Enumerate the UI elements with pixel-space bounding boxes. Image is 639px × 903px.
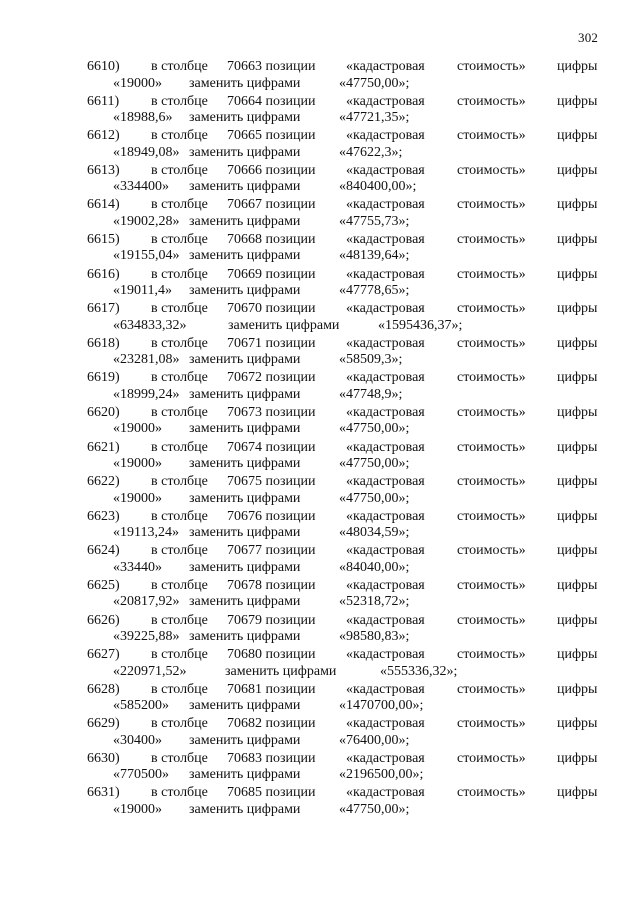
position-text: [227, 682, 316, 698]
cost-label: стоимость»: [457, 162, 526, 178]
position-text: [227, 59, 316, 75]
cadastral-label: «кадастровая: [346, 266, 425, 282]
column-code: 70670: [227, 301, 262, 317]
column-code: 70678: [227, 577, 262, 593]
amendment-list: [0, 59, 639, 820]
entry-number: 6627): [87, 647, 120, 663]
old-value: «770500»: [113, 767, 169, 783]
amendment-entry: [0, 336, 639, 371]
digits-label: цифры: [557, 612, 598, 628]
new-value: «52318,72»;: [339, 594, 410, 610]
replace-label: заменить цифрами: [189, 629, 301, 644]
replace-label: заменить цифрами: [189, 421, 301, 437]
position-text: [227, 578, 316, 594]
in-column-label: в столбце: [151, 266, 208, 282]
amendment-entry: [0, 578, 639, 613]
cadastral-label: «кадастровая: [346, 301, 425, 317]
entry-number: 6614): [87, 197, 120, 213]
position-label: позиции: [265, 577, 316, 593]
cost-label: стоимость»: [457, 612, 526, 628]
old-value: «19011,4»: [113, 283, 172, 299]
cadastral-label: «кадастровая: [346, 508, 425, 524]
position-label: позиции: [265, 59, 316, 74]
column-code: 70668: [227, 231, 262, 247]
cost-label: стоимость»: [457, 439, 526, 455]
entry-number: 6619): [87, 370, 120, 386]
old-value: «19000»: [113, 801, 162, 817]
position-text: [227, 440, 316, 456]
in-column-label: в столбце: [151, 577, 208, 593]
new-value: «98580,83»;: [339, 629, 410, 644]
entry-number: 6610): [87, 59, 120, 74]
column-code: 70664: [227, 93, 262, 109]
position-label: позиции: [265, 716, 316, 732]
digits-label: цифры: [557, 128, 598, 144]
cadastral-label: «кадастровая: [346, 59, 425, 74]
cadastral-label: «кадастровая: [346, 128, 425, 144]
column-code: 70681: [227, 681, 262, 697]
column-code: 70675: [227, 474, 262, 490]
replace-label: заменить цифрами: [189, 732, 301, 748]
old-value: «39225,88»: [113, 629, 180, 644]
position-label: позиции: [265, 93, 316, 109]
new-value: «47750,00»;: [339, 421, 410, 437]
replace-label: заменить цифрами: [189, 386, 301, 402]
cadastral-label: «кадастровая: [346, 647, 425, 663]
in-column-label: в столбце: [151, 785, 208, 801]
cadastral-label: «кадастровая: [346, 93, 425, 109]
new-value: «1470700,00»;: [339, 698, 424, 714]
old-value: «18999,24»: [113, 386, 180, 402]
column-code: 70677: [227, 543, 262, 559]
position-label: позиции: [265, 370, 316, 386]
new-value: «76400,00»;: [339, 732, 410, 748]
amendment-entry: [0, 301, 639, 336]
entry-number: 6618): [87, 335, 120, 351]
in-column-label: в столбце: [151, 231, 208, 247]
digits-label: цифры: [557, 335, 598, 351]
new-value: «47755,73»;: [339, 213, 410, 229]
replace-label: заменить цифрами: [189, 283, 301, 299]
digits-label: цифры: [557, 301, 598, 317]
cost-label: стоимость»: [457, 543, 526, 559]
position-label: позиции: [265, 612, 316, 628]
new-value: «840400,00»;: [339, 179, 417, 195]
new-value: «47750,00»;: [339, 456, 410, 472]
amendment-entry: [0, 267, 639, 302]
old-value: «334400»: [113, 179, 169, 195]
entry-number: 6617): [87, 301, 120, 317]
old-value: «23281,08»: [113, 352, 180, 368]
entry-number: 6626): [87, 612, 120, 628]
position-text: [227, 405, 316, 421]
position-text: [227, 647, 316, 663]
old-value: «585200»: [113, 698, 169, 714]
old-value: «19000»: [113, 421, 162, 437]
amendment-entry: [0, 647, 639, 682]
digits-label: цифры: [557, 508, 598, 524]
cadastral-label: «кадастровая: [346, 577, 425, 593]
position-text: [227, 128, 316, 144]
digits-label: цифры: [557, 266, 598, 282]
amendment-entry: [0, 509, 639, 544]
position-label: позиции: [265, 681, 316, 697]
replace-label: заменить цифрами: [189, 144, 301, 160]
position-label: позиции: [265, 647, 316, 663]
cost-label: стоимость»: [457, 647, 526, 663]
column-code: 70680: [227, 647, 262, 663]
position-label: позиции: [265, 404, 316, 420]
position-label: позиции: [265, 543, 316, 559]
entry-number: 6621): [87, 439, 120, 455]
entry-number: 6630): [87, 750, 120, 766]
old-value: «33440»: [113, 559, 162, 575]
new-value: «47750,00»;: [339, 490, 410, 506]
in-column-label: в столбце: [151, 370, 208, 386]
amendment-entry: [0, 232, 639, 267]
digits-label: цифры: [557, 750, 598, 766]
cost-label: стоимость»: [457, 370, 526, 386]
cost-label: стоимость»: [457, 474, 526, 490]
entry-number: 6613): [87, 162, 120, 178]
new-value: «47778,65»;: [339, 283, 410, 299]
in-column-label: в столбце: [151, 439, 208, 455]
old-value: «19113,24»: [113, 525, 179, 541]
entry-number: 6612): [87, 128, 120, 144]
old-value: «19002,28»: [113, 213, 180, 229]
column-code: 70674: [227, 439, 262, 455]
in-column-label: в столбце: [151, 543, 208, 559]
column-code: 70672: [227, 370, 262, 386]
old-value: «30400»: [113, 732, 162, 748]
column-code: 70663: [227, 59, 262, 74]
in-column-label: в столбце: [151, 59, 208, 74]
old-value: «19000»: [113, 490, 162, 506]
column-code: 70676: [227, 508, 262, 524]
cadastral-label: «кадастровая: [346, 716, 425, 732]
position-text: [227, 94, 316, 110]
cadastral-label: «кадастровая: [346, 750, 425, 766]
new-value: «2196500,00»;: [339, 767, 424, 783]
in-column-label: в столбце: [151, 750, 208, 766]
position-label: позиции: [265, 474, 316, 490]
digits-label: цифры: [557, 231, 598, 247]
in-column-label: в столбце: [151, 93, 208, 109]
position-text: [227, 613, 316, 629]
in-column-label: в столбце: [151, 162, 208, 178]
position-label: позиции: [265, 197, 316, 213]
position-label: позиции: [265, 266, 316, 282]
digits-label: цифры: [557, 370, 598, 386]
position-label: позиции: [265, 128, 316, 144]
new-value: «47721,35»;: [339, 110, 410, 126]
cadastral-label: «кадастровая: [346, 197, 425, 213]
page-number: 302: [578, 30, 599, 45]
replace-label: заменить цифрами: [228, 317, 340, 333]
cadastral-label: «кадастровая: [346, 370, 425, 386]
new-value: «84040,00»;: [339, 559, 410, 575]
replace-label: заменить цифрами: [225, 663, 337, 679]
amendment-entry: [0, 405, 639, 440]
column-code: 70685: [227, 785, 262, 801]
old-value: «20817,92»: [113, 594, 180, 610]
amendment-entry: [0, 751, 639, 786]
position-label: позиции: [265, 335, 316, 351]
column-code: 70679: [227, 612, 262, 628]
position-label: позиции: [265, 439, 316, 455]
replace-label: заменить цифрами: [189, 456, 301, 472]
cost-label: стоимость»: [457, 785, 526, 801]
in-column-label: в столбце: [151, 716, 208, 732]
position-text: [227, 336, 316, 352]
digits-label: цифры: [557, 439, 598, 455]
amendment-entry: [0, 785, 639, 820]
new-value: «48139,64»;: [339, 248, 410, 264]
cost-label: стоимость»: [457, 266, 526, 282]
replace-label: заменить цифрами: [189, 801, 301, 817]
entry-number: 6629): [87, 716, 120, 732]
in-column-label: в столбце: [151, 197, 208, 213]
new-value: «1595436,37»;: [378, 317, 463, 333]
in-column-label: в столбце: [151, 301, 208, 317]
column-code: 70669: [227, 266, 262, 282]
amendment-entry: [0, 197, 639, 232]
amendment-entry: [0, 163, 639, 198]
entry-number: 6611): [87, 93, 120, 109]
in-column-label: в столбце: [151, 612, 208, 628]
cost-label: стоимость»: [457, 508, 526, 524]
replace-label: заменить цифрами: [189, 490, 301, 506]
cost-label: стоимость»: [457, 404, 526, 420]
cadastral-label: «кадастровая: [346, 404, 425, 420]
position-text: [227, 716, 316, 732]
cost-label: стоимость»: [457, 231, 526, 247]
old-value: «19000»: [113, 75, 162, 91]
cadastral-label: «кадастровая: [346, 439, 425, 455]
position-text: [227, 163, 316, 179]
replace-label: заменить цифрами: [189, 75, 301, 91]
cadastral-label: «кадастровая: [346, 785, 425, 801]
replace-label: заменить цифрами: [189, 248, 301, 264]
entry-number: 6628): [87, 681, 120, 697]
old-value: «220971,52»: [113, 663, 187, 679]
column-code: 70682: [227, 716, 262, 732]
cost-label: стоимость»: [457, 681, 526, 697]
position-text: [227, 543, 316, 559]
digits-label: цифры: [557, 785, 598, 801]
new-value: «47750,00»;: [339, 75, 410, 91]
new-value: «48034,59»;: [339, 525, 410, 541]
cost-label: стоимость»: [457, 716, 526, 732]
entry-number: 6623): [87, 508, 120, 524]
old-value: «19155,04»: [113, 248, 180, 264]
position-text: [227, 785, 316, 801]
cost-label: стоимость»: [457, 197, 526, 213]
column-code: 70666: [227, 162, 262, 178]
column-code: 70671: [227, 335, 262, 351]
position-text: [227, 301, 316, 317]
position-text: [227, 474, 316, 490]
in-column-label: в столбце: [151, 474, 208, 490]
new-value: «47748,9»;: [339, 386, 403, 402]
position-text: [227, 751, 316, 767]
in-column-label: в столбце: [151, 335, 208, 351]
amendment-entry: [0, 94, 639, 129]
position-label: позиции: [265, 231, 316, 247]
old-value: «634833,32»: [113, 317, 187, 333]
replace-label: заменить цифрами: [189, 213, 301, 229]
new-value: «47622,3»;: [339, 144, 403, 160]
in-column-label: в столбце: [151, 508, 208, 524]
entry-number: 6624): [87, 543, 120, 559]
entry-number: 6616): [87, 266, 120, 282]
replace-label: заменить цифрами: [189, 525, 301, 541]
amendment-entry: [0, 370, 639, 405]
entry-number: 6631): [87, 785, 120, 801]
cost-label: стоимость»: [457, 128, 526, 144]
digits-label: цифры: [557, 716, 598, 732]
in-column-label: в столбце: [151, 647, 208, 663]
position-label: позиции: [265, 750, 316, 766]
position-text: [227, 232, 316, 248]
old-value: «18988,6»: [113, 110, 173, 126]
replace-label: заменить цифрами: [189, 110, 301, 126]
cost-label: стоимость»: [457, 750, 526, 766]
position-label: позиции: [265, 508, 316, 524]
digits-label: цифры: [557, 197, 598, 213]
column-code: 70673: [227, 404, 262, 420]
entry-number: 6620): [87, 404, 120, 420]
amendment-entry: [0, 613, 639, 648]
amendment-entry: [0, 128, 639, 163]
cadastral-label: «кадастровая: [346, 162, 425, 178]
digits-label: цифры: [557, 404, 598, 420]
cost-label: стоимость»: [457, 93, 526, 109]
digits-label: цифры: [557, 647, 598, 663]
position-text: [227, 509, 316, 525]
entry-number: 6622): [87, 474, 120, 490]
old-value: «18949,08»: [113, 144, 180, 160]
digits-label: цифры: [557, 59, 598, 74]
amendment-entry: [0, 716, 639, 751]
amendment-entry: [0, 682, 639, 717]
column-code: 70683: [227, 750, 262, 766]
amendment-entry: [0, 440, 639, 475]
position-label: позиции: [265, 301, 316, 317]
cadastral-label: «кадастровая: [346, 231, 425, 247]
cadastral-label: «кадастровая: [346, 612, 425, 628]
replace-label: заменить цифрами: [189, 698, 301, 714]
position-text: [227, 197, 316, 213]
new-value: «58509,3»;: [339, 352, 403, 368]
cadastral-label: «кадастровая: [346, 681, 425, 697]
replace-label: заменить цифрами: [189, 559, 301, 575]
new-value: «555336,32»;: [380, 663, 458, 679]
in-column-label: в столбце: [151, 128, 208, 144]
in-column-label: в столбце: [151, 681, 208, 697]
position-text: [227, 267, 316, 283]
cadastral-label: «кадастровая: [346, 474, 425, 490]
entry-number: 6615): [87, 231, 120, 247]
column-code: 70667: [227, 197, 262, 213]
cost-label: стоимость»: [457, 59, 526, 74]
digits-label: цифры: [557, 681, 598, 697]
replace-label: заменить цифрами: [189, 352, 301, 368]
position-label: позиции: [265, 785, 316, 801]
digits-label: цифры: [557, 93, 598, 109]
cost-label: стоимость»: [457, 335, 526, 351]
amendment-entry: [0, 59, 639, 94]
digits-label: цифры: [557, 577, 598, 593]
in-column-label: в столбце: [151, 404, 208, 420]
cost-label: стоимость»: [457, 577, 526, 593]
digits-label: цифры: [557, 474, 598, 490]
digits-label: цифры: [557, 543, 598, 559]
entry-number: 6625): [87, 577, 120, 593]
position-label: позиции: [265, 162, 316, 178]
amendment-entry: [0, 474, 639, 509]
amendment-entry: [0, 543, 639, 578]
cadastral-label: «кадастровая: [346, 543, 425, 559]
column-code: 70665: [227, 128, 262, 144]
replace-label: заменить цифрами: [189, 594, 301, 610]
replace-label: заменить цифрами: [189, 179, 301, 195]
digits-label: цифры: [557, 162, 598, 178]
replace-label: заменить цифрами: [189, 767, 301, 783]
old-value: «19000»: [113, 456, 162, 472]
cadastral-label: «кадастровая: [346, 335, 425, 351]
new-value: «47750,00»;: [339, 801, 410, 817]
position-text: [227, 370, 316, 386]
cost-label: стоимость»: [457, 301, 526, 317]
